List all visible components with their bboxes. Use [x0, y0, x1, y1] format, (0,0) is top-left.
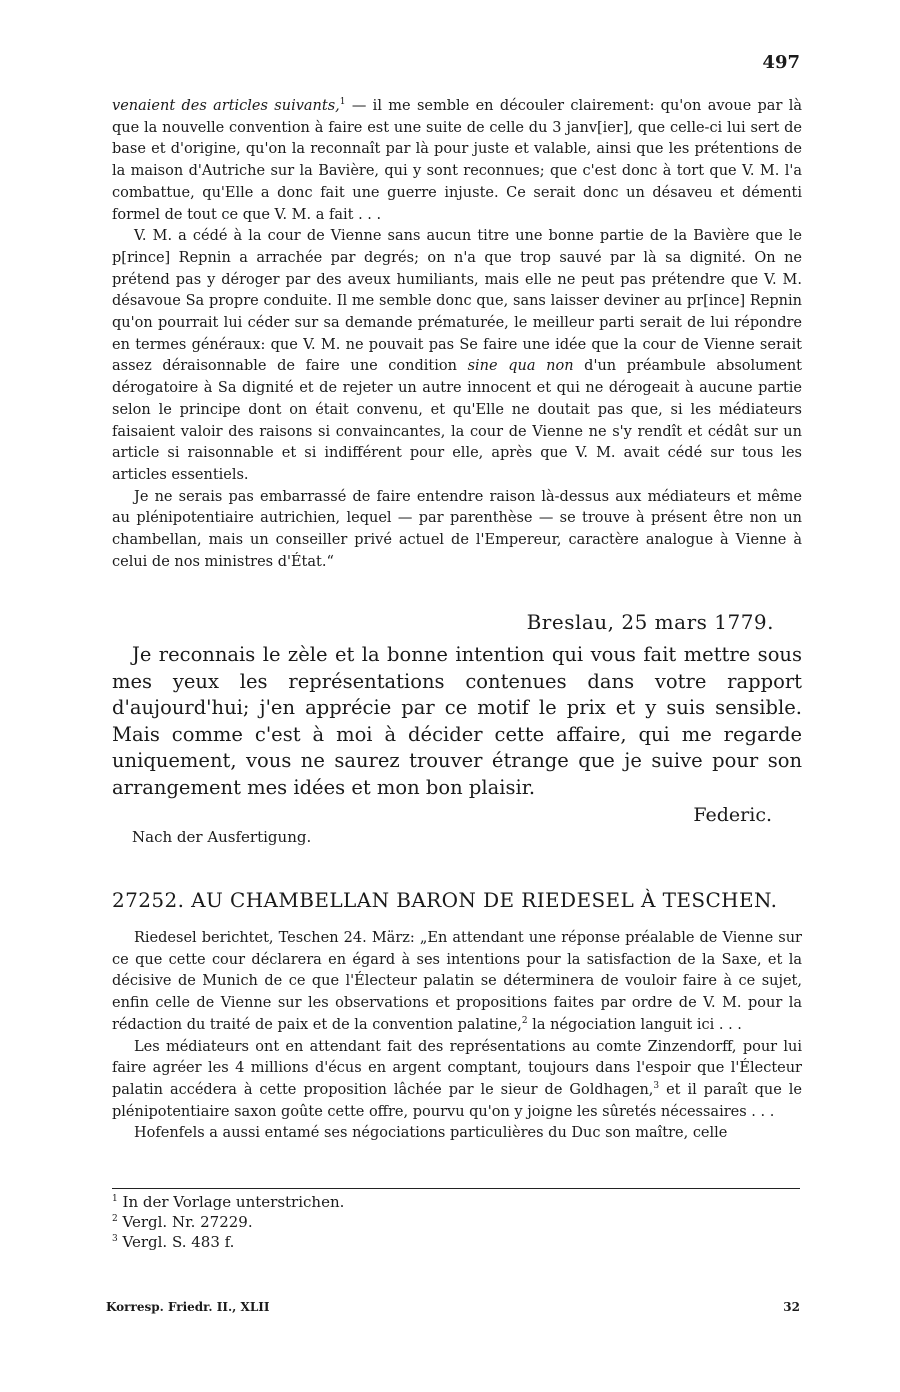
paragraph-text: V. M. a cédé à la cour de Vienne sans aucun titre une bonne partie de la Bavière que le p[rince] Repnin a arrachée par degrés; on n'a que trop sauvé par là sa dignité. On ne prétend pas y déroger par des aveux humiliants, mais elle ne peut pas prétendre que V. M. désavoue Sa propre conduite. Il me semble donc que, sans laisser deviner au pr[ince] Repnin qu'on pourrait lui céder sur sa demande prématurée, le meilleur parti serait de lui répondre en termes généraux: que V. M. ne pouvait pas Se faire une idée que la cour de Vienne serait assez déraisonnable de faire une condition	[112, 228, 802, 375]
paragraph	[112, 1037, 802, 1124]
footnote-ref: 1	[339, 97, 346, 108]
footnote-text: Vergl. Nr. 27229.	[122, 1213, 253, 1231]
paragraph: Je ne serais pas embarrassé de faire entendre raison là-dessus aux médiateurs et même au plénipotentiaire autrichien, lequel — par parenthèse — se trouve à présent être non un chambellan, mais un conseiller privé actuel de l'Empereur, caractère analogue à Vienne à celui de nos ministres d'État.“	[112, 488, 802, 570]
footnote-ref: 3	[653, 1081, 660, 1092]
paragraph-text: la négociation languit ici . . .	[527, 1016, 742, 1033]
paragraph: Hofenfels a aussi entamé ses négociations particulières du Duc son maître, celle	[134, 1125, 728, 1142]
footnote-number: 2	[112, 1214, 118, 1224]
letter-heading: 27252. AU CHAMBELLAN BARON DE RIEDESEL À TESCHEN.	[112, 888, 778, 912]
footnote-text: Vergl. S. 483 f.	[122, 1233, 235, 1251]
letter-excerpt	[112, 96, 802, 573]
signature: Federic.	[693, 804, 772, 826]
page-number: 497	[762, 52, 800, 73]
paragraph-text: Les médiateurs ont en attendant fait des représentations au comte Zinzendorff, pour lui faire agréer les 4 millions d'écus en argent comptant, toujours dans l'espoir que l'Électeur palatin accédera à cette proposition lâchée par le sieur de Goldhagen,	[112, 1038, 802, 1098]
paragraph	[112, 226, 802, 486]
date-line: Breslau, 25 mars 1779.	[526, 610, 774, 634]
footnote-number: 3	[112, 1234, 118, 1244]
sheet-number: 32	[783, 1300, 800, 1314]
italic-text: venaient des articles suivants,	[112, 98, 340, 114]
footnote	[112, 1212, 344, 1232]
footnote	[112, 1232, 344, 1252]
source-note: Nach der Ausfertigung.	[132, 828, 312, 846]
paragraph	[112, 928, 802, 1037]
footnote-divider	[112, 1188, 800, 1189]
reply-text: Je reconnais le zèle et la bonne intention qui vous fait mettre sous mes yeux les représentations contenues dans votre rapport d'aujourd'hui; j'en apprécie par ce motif le prix et y suis sensible. Mais comme c'est à moi à décider cette affaire, qui me regarde uniquement, vous ne saurez trouver étrange que je suive pour son arrangement mes idées et mon bon plaisir.	[112, 643, 802, 799]
paragraph-text: — il me semble en découler clairement: qu'on avoue par là que la nouvelle convention à faire est une suite de celle du 3 janv[ier], que celle-ci lui sert de base et d'origine, qu'on la reconnaît par là pour juste et valable, ainsi que les prétentions de la maison d'Autriche sur la Bavière, qui y sont reconnues; que c'est donc à tort que V. M. l'a combattue, qu'Elle a donc fait une guerre injuste. Ce serait donc un désaveu et démenti formel de tout ce que V. M. a fait . . .	[112, 98, 803, 223]
footnote	[112, 1192, 344, 1212]
footnote-text: In der Vorlage unterstrichen.	[122, 1193, 345, 1211]
paragraph-text: et il paraît que le plénipotentiaire saxon goûte cette offre, pourvu qu'on y joigne les sûretés nécessaires . . .	[112, 1081, 802, 1120]
signature-mark: Korresp. Friedr. II., XLII	[106, 1300, 270, 1314]
paragraph-text: Riedesel berichtet, Teschen 24. März: „En attendant une réponse préalable de Vienne sur ce que cette cour déclarera en égard à ses intentions pour la satisfaction de la Saxe, et la décisive de Munich de ce que l'Électeur palatin se déterminera de vouloir faire à ce sujet, enfin celle de Vienne sur les observations et propositions faites par ordre de V. M. pour la rédaction du traité de paix et de la convention palatine,	[112, 930, 802, 1033]
paragraph	[112, 96, 802, 226]
footnote-number: 1	[112, 1194, 118, 1204]
report-excerpt	[112, 928, 802, 1145]
paragraph-text: d'un préambule absolument dérogatoire à Sa dignité et de rejeter un autre innocent et qui ne dérogeait à aucune partie selon le principe dont on était convenu, et qu'Elle ne doutait pas que, si les médiateurs faisaient valoir des raisons si convaincantes, la cour de Vienne ne s'y rendît et cédât sur un article si raisonnable et si indifférent pour elle, après que V. M. avait cédé sur tous les articles essentiels.	[112, 358, 802, 483]
italic-text: sine qua non	[467, 358, 574, 375]
footnotes	[112, 1192, 344, 1252]
king-reply	[112, 642, 802, 801]
footnote-ref: 2	[521, 1015, 528, 1026]
